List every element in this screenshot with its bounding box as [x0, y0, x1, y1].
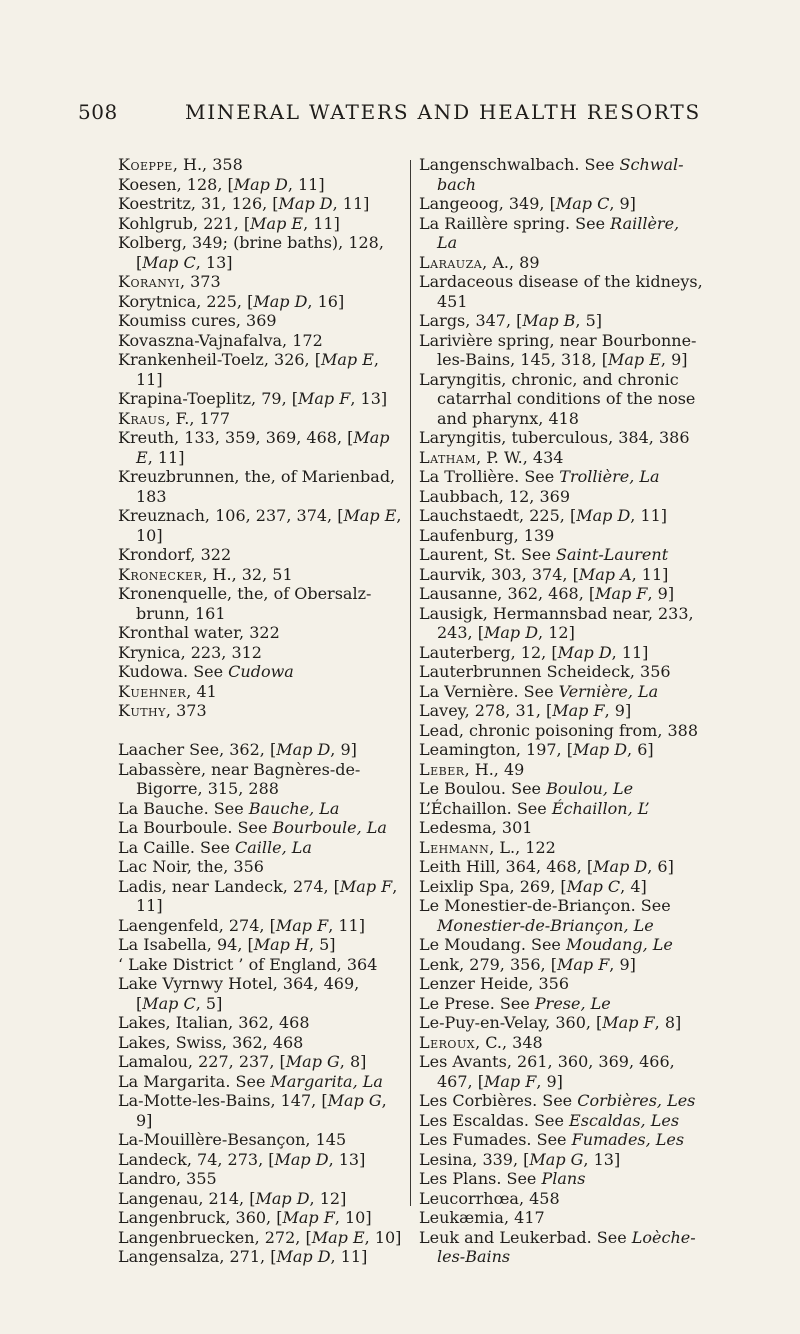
- index-entry: Leith Hill, 364, 468, [Map D, 6]: [419, 857, 674, 876]
- index-column-left: [118, 155, 403, 1267]
- index-entry: Kronenquelle, the, of Obersalz-brunn, 161: [118, 584, 372, 623]
- index-entry: Latham, P. W., 434: [419, 447, 564, 467]
- index-entry: Leamington, 197, [Map D, 6]: [419, 740, 654, 759]
- index-entry: Laacher See, 362, [Map D, 9]: [118, 740, 357, 759]
- index-entry: La Isabella, 94, [Map H, 5]: [118, 935, 336, 954]
- index-entry: Korytnica, 225, [Map D, 16]: [118, 291, 345, 311]
- index-entry: Lenzer Heide, 356: [419, 974, 569, 993]
- index-entry: Koeppe, H., 358: [118, 155, 243, 174]
- index-entry: Lake Vyrnwy Hotel, 364, 469, [Map C, 5]: [118, 974, 360, 1013]
- index-entry: Laengenfeld, 274, [Map F, 11]: [118, 915, 365, 935]
- index-entry: Landro, 355: [118, 1169, 217, 1188]
- index-entry: Krynica, 223, 312: [118, 642, 262, 662]
- column-divider: [410, 160, 411, 1206]
- index-entry: Largs, 347, [Map B, 5]: [419, 311, 602, 330]
- index-entry: La Caille. See Caille, La: [118, 837, 312, 857]
- index-entry: Les Fumades. See Fumades, Les: [419, 1130, 685, 1149]
- index-entry: Laubbach, 12, 369: [419, 486, 570, 506]
- index-entry: Koumiss cures, 369: [118, 311, 277, 330]
- index-entry: Langenbruecken, 272, [Map E, 10]: [118, 1227, 402, 1247]
- index-entry: Koestritz, 31, 126, [Map D, 11]: [118, 194, 370, 213]
- index-entry: Krankenheil-Toelz, 326, [Map E, 11]: [118, 350, 379, 389]
- index-entry: Kolberg, 349; (brine baths), 128, [Map C, 13]: [118, 233, 384, 272]
- index-entry: Lakes, Italian, 362, 468: [118, 1013, 310, 1032]
- index-entry: Ledesma, 301: [419, 818, 533, 837]
- index-entry: Le Boulou. See Boulou, Le: [419, 779, 634, 798]
- page-number: 508: [78, 100, 118, 124]
- index-entry: Larivière spring, near Bourbonne-les-Bains, 145, 318, [Map E, 9]: [419, 330, 697, 369]
- index-entry: Langenschwalbach. See Schwal-bach: [419, 155, 684, 194]
- index-entry: Kreuth, 133, 359, 369, 468, [Map E, 11]: [118, 428, 390, 467]
- index-entry: La-Mouillère-Besançon, 145: [118, 1130, 347, 1149]
- index-entry: Lehmann, L., 122: [419, 837, 556, 857]
- index-entry: Leukæmia, 417: [419, 1208, 545, 1227]
- index-entry: La Raillère spring. See Raillère, La: [419, 213, 680, 252]
- running-title: MINERAL WATERS AND HEALTH RESORTS: [184, 100, 702, 124]
- page-header: [78, 100, 758, 130]
- section-gap: [118, 721, 403, 741]
- index-entry: Langensalza, 271, [Map D, 11]: [118, 1247, 368, 1266]
- index-entry: Krapina-Toeplitz, 79, [Map F, 13]: [118, 389, 388, 408]
- index-entry: Les Avants, 261, 360, 369, 466, 467, [Map F, 9]: [419, 1052, 675, 1091]
- index-entry: Kreuzbrunnen, the, of Marienbad, 183: [118, 467, 396, 506]
- index-entry: ‘ Lake District ’ of England, 364: [118, 954, 378, 974]
- index-entry: L’Échaillon. See Échaillon, L’: [419, 798, 650, 818]
- index-entry: Laryngitis, chronic, and chronic catarrhal conditions of the nose and pharynx, 418: [419, 369, 696, 428]
- index-entry: Kraus, F., 177: [118, 408, 231, 428]
- index-entry: Lavey, 278, 31, [Map F, 9]: [419, 701, 632, 720]
- index-entry: Leroux, C., 348: [419, 1032, 543, 1052]
- index-entry: Koesen, 128, [Map D, 11]: [118, 174, 325, 194]
- index-entry: Kohlgrub, 221, [Map E, 11]: [118, 213, 340, 233]
- index-entry: Leixlip Spa, 269, [Map C, 4]: [419, 876, 647, 896]
- index-entry: Kudowa. See Cudowa: [118, 662, 294, 681]
- index-entry: Labassère, near Bagnères-de-Bigorre, 315, 288: [118, 759, 361, 798]
- index-entry: Lauterberg, 12, [Map D, 11]: [419, 642, 649, 662]
- index-entry: Lardaceous disease of the kidneys, 451: [419, 272, 703, 311]
- index-entry: Langenbruck, 360, [Map F, 10]: [118, 1208, 372, 1227]
- index-entry: Les Plans. See Plans: [419, 1169, 586, 1188]
- index-entry: Leber, H., 49: [419, 759, 525, 779]
- index-entry: Le Moudang. See Moudang, Le: [419, 935, 673, 954]
- index-entry: Les Corbières. See Corbières, Les: [419, 1091, 696, 1110]
- index-entry: Krondorf, 322: [118, 545, 232, 564]
- index-entry: Laurent, St. See Saint-Laurent: [419, 545, 669, 564]
- index-entry: Le-Puy-en-Velay, 360, [Map F, 8]: [419, 1013, 682, 1032]
- index-entry: Lauterbrunnen Scheideck, 356: [419, 662, 671, 681]
- index-entry: La Vernière. See Vernière, La: [419, 681, 659, 701]
- index-entry: Lausigk, Hermannsbad near, 233, 243, [Map D, 12]: [419, 603, 694, 642]
- index-entry: Lead, chronic poisoning from, 388: [419, 720, 699, 740]
- index-entry: Kuthy, 373: [118, 701, 207, 720]
- index-entry: Le Prese. See Prese, Le: [419, 993, 611, 1013]
- index-entry: Lakes, Swiss, 362, 468: [118, 1032, 304, 1052]
- index-entry: Lac Noir, the, 356: [118, 857, 264, 876]
- index-entry: Leucorrhœa, 458: [419, 1188, 560, 1208]
- index-entry: La Bourboule. See Bourboule, La: [118, 818, 387, 837]
- index-entry: Kuehner, 41: [118, 681, 217, 701]
- index-entry: La Bauche. See Bauche, La: [118, 798, 340, 818]
- index-entry: Kreuznach, 106, 237, 374, [Map E, 10]: [118, 506, 402, 545]
- index-entry: Les Escaldas. See Escaldas, Les: [419, 1110, 680, 1130]
- index-entry: Lauchstaedt, 225, [Map D, 11]: [419, 506, 668, 525]
- index-entry: Koranyi, 373: [118, 272, 221, 291]
- index-entry: Lenk, 279, 356, [Map F, 9]: [419, 954, 636, 974]
- index-entry: Lamalou, 227, 237, [Map G, 8]: [118, 1052, 367, 1071]
- index-entry: La Margarita. See Margarita, La: [118, 1071, 383, 1091]
- index-entry: Leuk and Leukerbad. See Loèche-les-Bains: [419, 1227, 696, 1266]
- index-entry: Langeoog, 349, [Map C, 9]: [419, 194, 636, 213]
- index-entry: Kronecker, H., 32, 51: [118, 564, 293, 584]
- index-entry: Ladis, near Landeck, 274, [Map F, 11]: [118, 876, 398, 915]
- index-entry: La-Motte-les-Bains, 147, [Map G, 9]: [118, 1091, 387, 1130]
- index-entry: Kovaszna-Vajnafalva, 172: [118, 330, 323, 350]
- index-entry: Laufenburg, 139: [419, 525, 555, 545]
- index-entry: Lesina, 339, [Map G, 13]: [419, 1149, 621, 1169]
- index-entry: La Trollière. See Trollière, La: [419, 467, 660, 486]
- index-entry: Laurvik, 303, 374, [Map A, 11]: [419, 564, 669, 584]
- index-entry: Landeck, 74, 273, [Map D, 13]: [118, 1149, 366, 1169]
- index-column-right: [419, 155, 703, 1267]
- index-entry: Larauza, A., 89: [419, 252, 540, 272]
- index-entry: Le Monestier-de-Briançon. See Monestier-de-Briançon, Le: [419, 896, 671, 935]
- index-entry: Langenau, 214, [Map D, 12]: [118, 1188, 347, 1208]
- index-entry: Kronthal water, 322: [118, 623, 280, 642]
- index-entry: Lausanne, 362, 468, [Map F, 9]: [419, 584, 675, 603]
- index-entry: Laryngitis, tuberculous, 384, 386: [419, 428, 690, 447]
